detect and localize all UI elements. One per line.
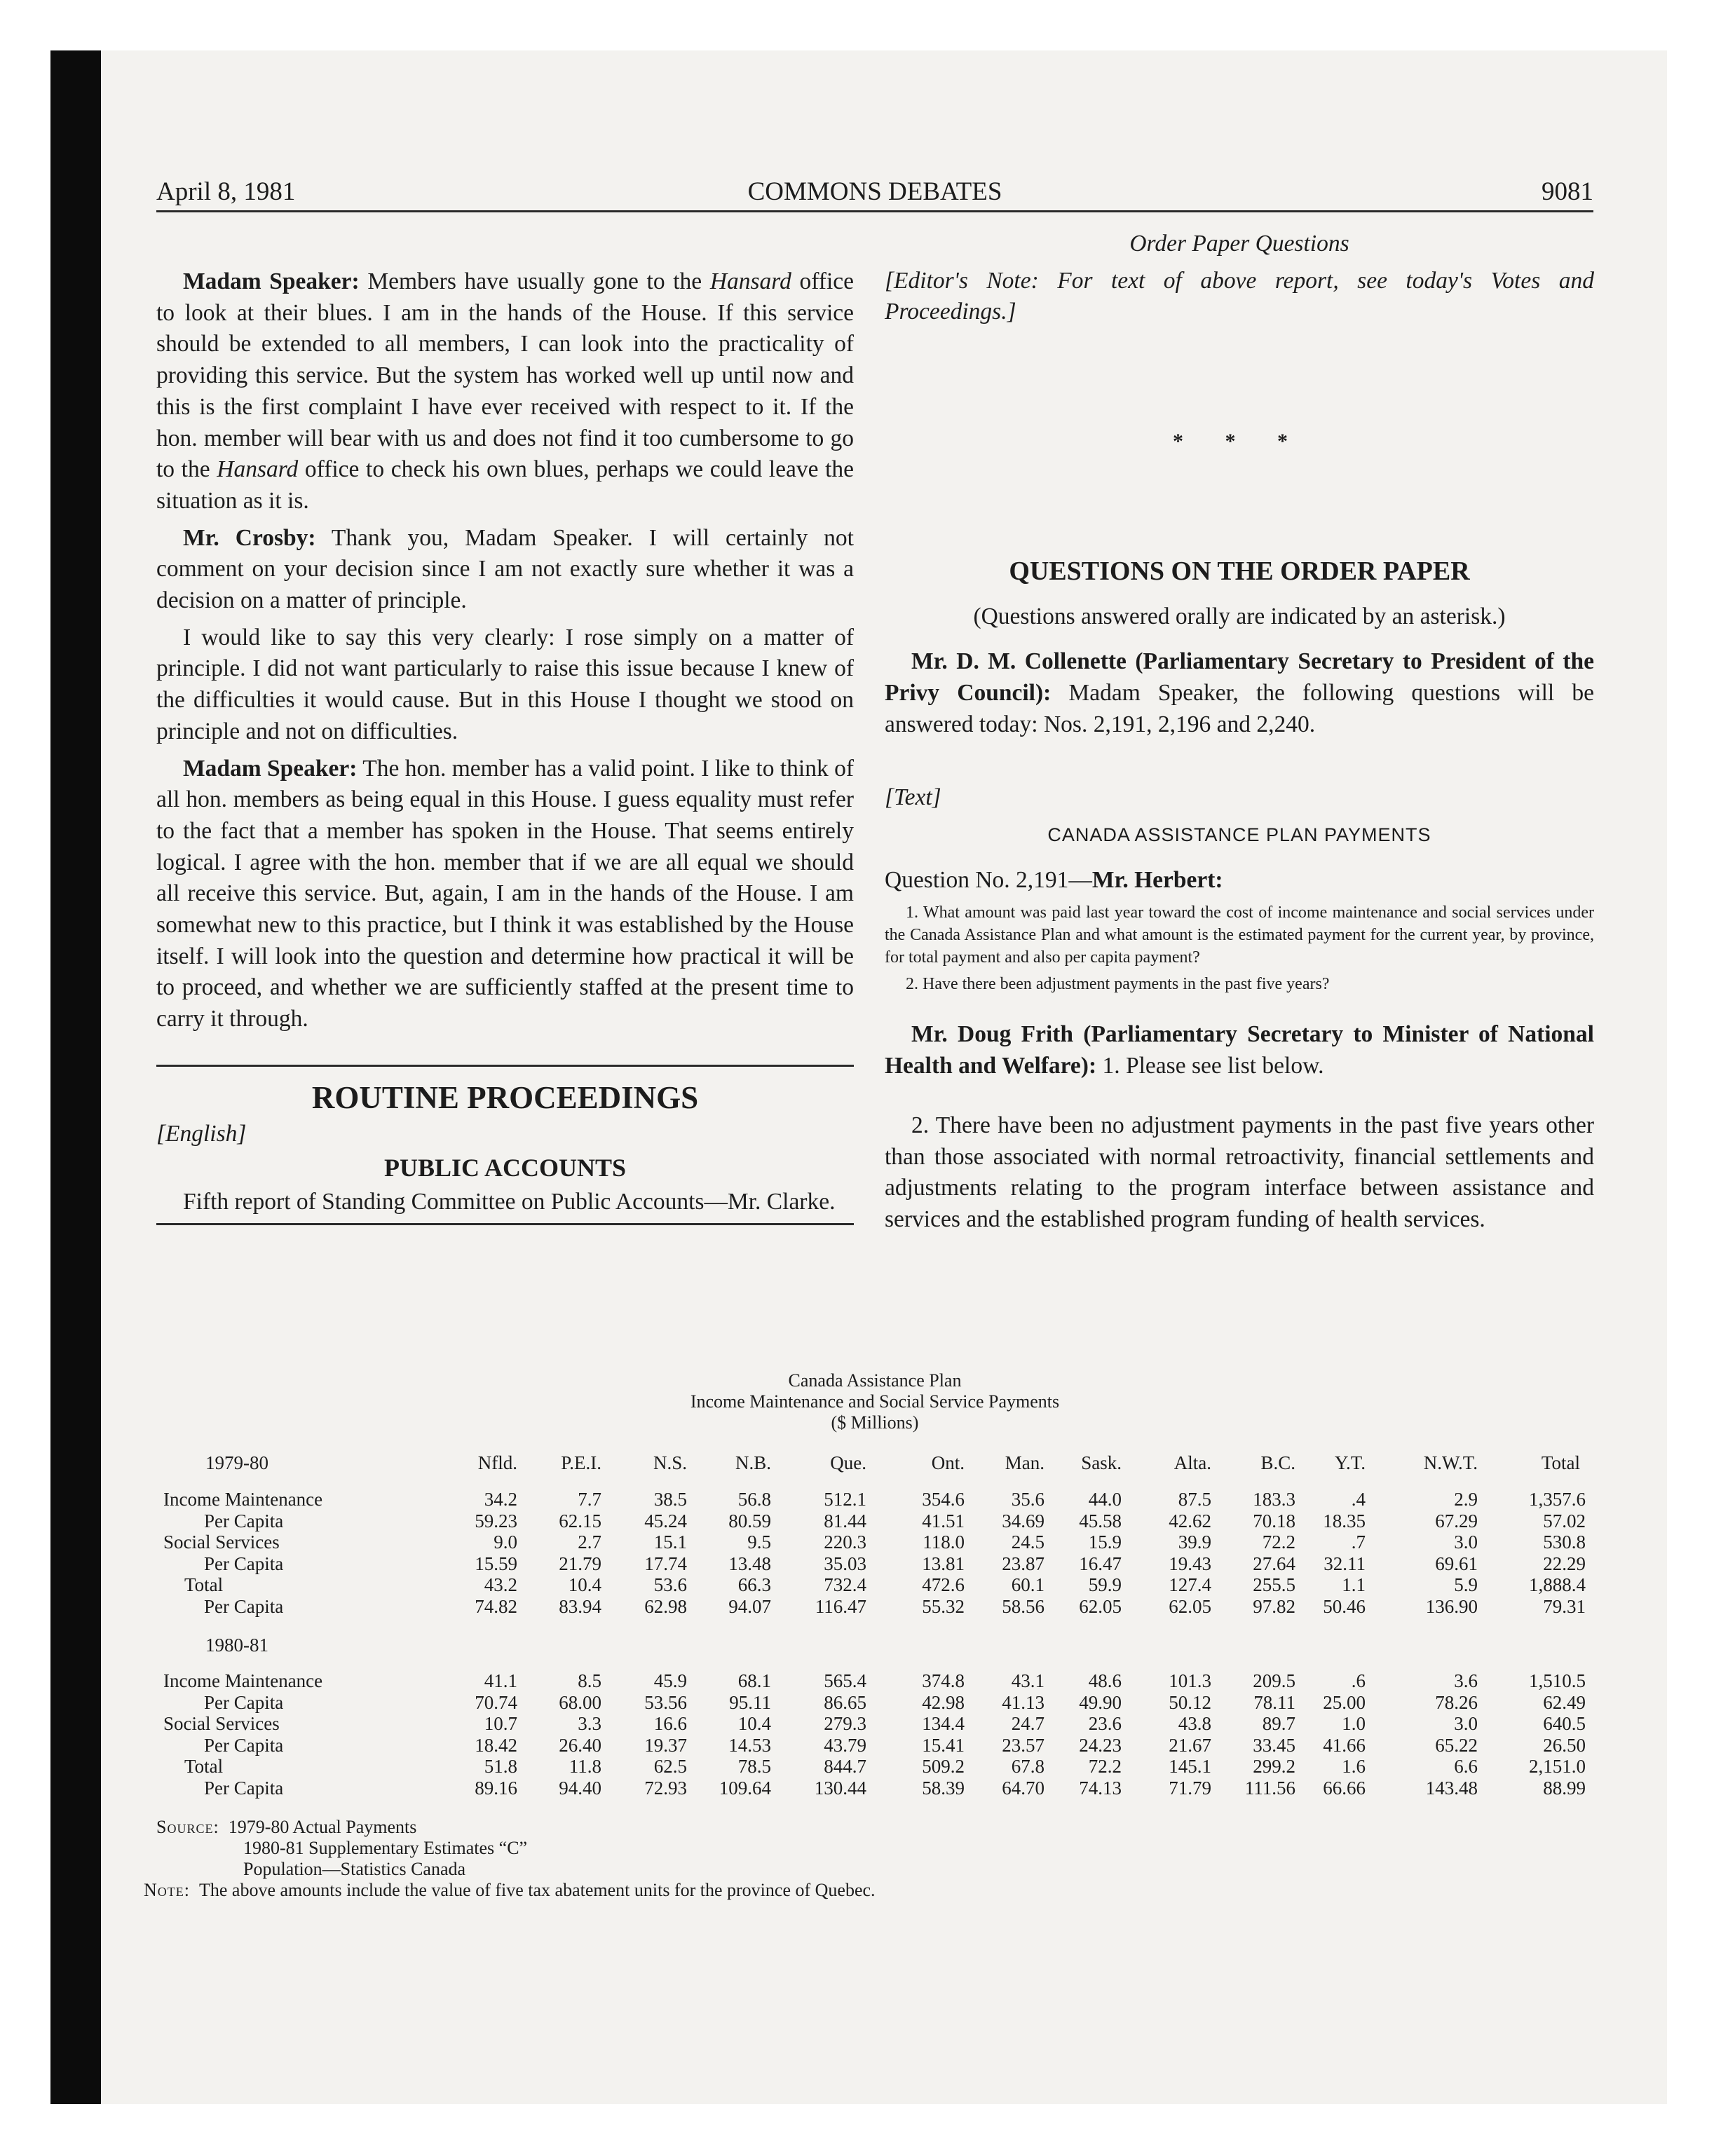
table-cell: 183.3 [1253,1489,1295,1510]
table-cell: 74.13 [1079,1777,1122,1799]
table-cell: 3.0 [1454,1531,1478,1553]
table-cell: 25.00 [1323,1691,1366,1713]
table-cell: 21.67 [1169,1734,1211,1756]
table-cell: 2.9 [1454,1489,1478,1510]
table-cell: 42.98 [922,1691,965,1713]
table-cell: 23.6 [1088,1713,1122,1734]
table-title-line: Income Maintenance and Social Service Payments [690,1391,1060,1412]
asterisk-note: (Questions answered orally are indicated by an asterisk.) [973,603,1506,629]
row-label: Per Capita [204,1595,284,1617]
table-cell: 24.23 [1079,1734,1122,1756]
source-line: 1980-81 Supplementary Estimates “C” [243,1838,528,1858]
column-header: Alta. [1173,1452,1211,1473]
row-label: Per Capita [204,1734,284,1756]
year-heading: 1980-81 [205,1635,268,1656]
note-line: Note: The above amounts include the value of five tax abatement units for the province of Quebec. [144,1880,876,1900]
table-cell: 1.6 [1342,1756,1366,1777]
table-cell: 62.05 [1079,1595,1122,1617]
table-cell: 67.8 [1011,1756,1045,1777]
table-cell: 16.47 [1079,1553,1122,1574]
table-cell: 43.1 [1011,1670,1045,1691]
table-cell: 97.82 [1253,1595,1295,1617]
table-cell: 34.69 [1002,1510,1045,1531]
table-cell: 530.8 [1543,1531,1586,1553]
table-cell: 23.87 [1002,1553,1045,1574]
table-cell: 1,888.4 [1529,1574,1586,1595]
table-cell: 57.02 [1543,1510,1586,1531]
table-cell: 512.1 [824,1489,866,1510]
table-cell: 89.7 [1262,1713,1295,1734]
table-cell: 50.12 [1169,1691,1211,1713]
table-title-line: Canada Assistance Plan [788,1370,962,1391]
table-cell: 26.50 [1543,1734,1586,1756]
column-header: Total [1541,1452,1580,1473]
table-cell: 58.56 [1002,1595,1045,1617]
table-cell: 62.98 [644,1595,687,1617]
table-title-line: ($ Millions) [831,1412,919,1433]
table-cell: 23.57 [1002,1734,1045,1756]
table-cell: 41.51 [922,1510,965,1531]
table-cell: 42.62 [1169,1510,1211,1531]
table-cell: 118.0 [923,1531,965,1553]
table-cell: 15.41 [922,1734,965,1756]
table-cell: 45.24 [644,1510,687,1531]
table-cell: 299.2 [1253,1756,1295,1777]
table-cell: 3.0 [1454,1713,1478,1734]
table-cell: 67.29 [1435,1510,1478,1531]
question-part-1: 1. What amount was paid last year toward the cost of income maintenance and social services under the Canada Assistance Plan and what amount is the estimated payment for the current year, by province, for total payment and also per capita payment? [885,903,1594,967]
table-cell: 111.56 [1244,1777,1295,1799]
column-header: N.W.T. [1423,1452,1478,1473]
table-cell: 34.2 [484,1489,517,1510]
section-stars: * * * [1173,430,1306,453]
table-cell: 86.65 [824,1691,866,1713]
table-cell: 32.11 [1324,1553,1366,1574]
table-cell: 53.6 [653,1574,687,1595]
table-cell: 78.26 [1435,1691,1478,1713]
table-cell: 94.40 [559,1777,601,1799]
table-cell: 62.5 [653,1756,687,1777]
table-cell: 72.93 [644,1777,687,1799]
table-cell: 5.9 [1454,1574,1478,1595]
column-header: N.B. [735,1452,771,1473]
table-cell: 1.0 [1342,1713,1366,1734]
table-cell: 2.7 [578,1531,601,1553]
table-cell: 10.4 [737,1713,771,1734]
table-cell: 15.59 [475,1553,517,1574]
table-cell: 8.5 [578,1670,601,1691]
table-cell: 101.3 [1169,1670,1211,1691]
table-cell: 41.1 [484,1670,517,1691]
table-cell: 22.29 [1543,1553,1586,1574]
table-cell: 89.16 [475,1777,517,1799]
table-cell: 10.7 [484,1713,517,1734]
table-cell: .7 [1351,1531,1366,1553]
cap-payments-heading: CANADA ASSISTANCE PLAN PAYMENTS [1047,824,1431,846]
table-cell: 72.2 [1262,1531,1295,1553]
speech-collenette: Mr. D. M. Collenette (Parliamentary Secretary to President of the Privy Council): Madam Speaker, the following questions will be answered today: Nos. 2,191, 2,196 and 2,240. [885,648,1594,737]
table-cell: 41.66 [1323,1734,1366,1756]
table-cell: 9.0 [494,1531,517,1553]
speech-frith: Mr. Doug Frith (Parliamentary Secretary to Minister of National Health and Welfare): 1. Please see list below. [885,1021,1594,1079]
table-cell: 35.03 [824,1553,866,1574]
answer-part-2: 2. There have been no adjustment payments in the past five years other than those associated with normal retroactivity, financial settlements and adjustments relating to the program interface between assistance and services and the established program funding of health services. [885,1112,1594,1232]
source-line: Population—Statistics Canada [243,1859,466,1879]
table-cell: 9.5 [747,1531,771,1553]
table-cell: 68.00 [559,1691,601,1713]
row-label: Total [184,1756,224,1777]
public-accounts-heading: PUBLIC ACCOUNTS [383,1153,627,1182]
table-cell: 1,510.5 [1529,1670,1586,1691]
table-cell: 60.1 [1011,1574,1045,1595]
column-header: Nfld. [477,1452,517,1473]
table-cell: 70.18 [1253,1510,1295,1531]
column-header: Sask. [1081,1452,1122,1473]
header-page-number: 9081 [1542,177,1593,206]
table-cell: 11.8 [569,1756,601,1777]
table-cell: 255.5 [1253,1574,1295,1595]
table-cell: 1,357.6 [1529,1489,1586,1510]
speech-mr-crosby: Mr. Crosby: Thank you, Madam Speaker. I will certainly not comment on your decision since I am not exactly sure whether it was a decision on a matter of principle. [156,524,854,614]
table-cell: 13.81 [922,1553,965,1574]
english-tag: [English] [156,1120,247,1147]
table-cell: 39.9 [1178,1531,1211,1553]
table-cell: 66.66 [1323,1777,1366,1799]
question-part-2: 2. Have there been adjustment payments in the past five years? [906,975,1330,994]
table-cell: 43.8 [1178,1713,1211,1734]
table-cell: 70.74 [475,1691,517,1713]
table-cell: 43.79 [824,1734,866,1756]
row-label: Social Services [163,1713,280,1734]
editors-note: [Editor's Note: For text of above report, see today's Votes and Proceedings.] [885,267,1594,325]
table-cell: 79.31 [1543,1595,1586,1617]
table-cell: 38.5 [653,1489,687,1510]
table-cell: 19.37 [644,1734,687,1756]
speech-madam-speaker-1: Madam Speaker: Members have usually gone to the Hansard office to look at their blues. I am in the hands of the House. If this service should be extended to all members, I can look into the practicality of providing this service. But the system has worked well up until now and this is the first complaint I have ever received with respect to it. If the hon. member will bear with us and does not find it too cumbersome to go to the Hansard office to check his own blues, perhaps we could leave the situation as it is. [156,268,854,514]
table-cell: 130.44 [814,1777,866,1799]
table-cell: 24.7 [1011,1713,1045,1734]
table-cell: 7.7 [578,1489,601,1510]
table-cell: 74.82 [475,1595,517,1617]
row-label: Per Capita [204,1777,284,1799]
column-header: N.S. [653,1452,687,1473]
table-cell: 56.8 [737,1489,771,1510]
row-label: Per Capita [204,1691,284,1713]
table-cell: 81.44 [824,1510,866,1531]
table-cell: 58.39 [922,1777,965,1799]
table-cell: 472.6 [922,1574,965,1595]
table-cell: 45.9 [653,1670,687,1691]
table-cell: 18.35 [1323,1510,1366,1531]
table-cell: 94.07 [728,1595,771,1617]
table-cell: 65.22 [1435,1734,1478,1756]
table-cell: 143.48 [1425,1777,1478,1799]
table-cell: 136.90 [1425,1595,1478,1617]
table-cell: 87.5 [1178,1489,1211,1510]
table-cell: .6 [1351,1670,1366,1691]
table-cell: 15.9 [1088,1531,1122,1553]
table-cell: 21.79 [559,1553,601,1574]
table-cell: 88.99 [1543,1777,1586,1799]
table-cell: 59.9 [1088,1574,1122,1595]
table-cell: 62.49 [1543,1691,1586,1713]
table-cell: 44.0 [1088,1489,1122,1510]
questions-heading: QUESTIONS ON THE ORDER PAPER [1009,556,1470,586]
table-cell: 55.32 [922,1595,965,1617]
routine-proceedings-heading: ROUTINE PROCEEDINGS [311,1079,699,1115]
table-cell: 71.79 [1169,1777,1211,1799]
table-cell: 16.6 [653,1713,687,1734]
table-cell: 33.45 [1253,1734,1295,1756]
table-cell: 50.46 [1323,1595,1366,1617]
table-cell: 640.5 [1543,1713,1586,1734]
table-cell: 17.74 [644,1553,687,1574]
question-2191-heading: Question No. 2,191—Mr. Herbert: [885,866,1223,893]
table-cell: 3.6 [1454,1670,1478,1691]
table-cell: 109.64 [719,1777,771,1799]
row-label: Per Capita [204,1510,284,1531]
table-cell: 64.70 [1002,1777,1045,1799]
row-label: Income Maintenance [163,1489,323,1510]
table-cell: 10.4 [568,1574,601,1595]
table-cell: 565.4 [824,1670,866,1691]
table-cell: 844.7 [824,1756,866,1777]
table-cell: 1.1 [1342,1574,1366,1595]
column-header: Y.T. [1334,1452,1366,1473]
table-cell: 72.2 [1088,1756,1122,1777]
table-cell: 2,151.0 [1529,1756,1586,1777]
speech-madam-speaker-2: Madam Speaker: The hon. member has a valid point. I like to think of all hon. members as being equal in this House. I guess equality must refer to the fact that a member has spoken in the House. That seems entirely logical. I agree with the hon. member that if we are all equal we should all receive this service. But, again, I am in the hands of the House. I am somewhat new to this practice, but I think it was established by the House itself. I will look into the question and determine how practical it will be to proceed, and whether we are sufficiently staffed at the present time to carry it through. [156,755,855,1032]
row-label: Per Capita [204,1553,284,1574]
table-cell: 68.1 [737,1670,771,1691]
table-cell: 6.6 [1454,1756,1478,1777]
table-cell: 145.1 [1169,1756,1211,1777]
table-cell: 116.47 [815,1595,866,1617]
table-cell: 27.64 [1253,1553,1295,1574]
column-header: Ont. [931,1452,965,1473]
table-cell: 78.11 [1253,1691,1295,1713]
table-cell: 49.90 [1079,1691,1122,1713]
row-label: Income Maintenance [163,1670,323,1691]
table-cell: 374.8 [922,1670,965,1691]
table-cell: 15.1 [653,1531,687,1553]
table-cell: 354.6 [922,1489,965,1510]
table-cell: 69.61 [1435,1553,1478,1574]
column-header: B.C. [1260,1452,1295,1473]
table-cell: 209.5 [1253,1670,1295,1691]
table-cell: 13.48 [728,1553,771,1574]
row-label: Total [184,1574,224,1595]
table-cell: 35.6 [1011,1489,1045,1510]
table-cell: 62.15 [559,1510,601,1531]
fifth-report: Fifth report of Standing Committee on Public Accounts—Mr. Clarke. [183,1188,836,1215]
table-cell: 509.2 [922,1756,965,1777]
table-cell: 80.59 [728,1510,771,1531]
table-cell: 95.11 [729,1691,771,1713]
table-cell: 83.94 [559,1595,601,1617]
speech-crosby-continued: I would like to say this very clearly: I rose simply on a matter of principle. I did not want particularly to raise this issue because I knew of the difficulties it would cause. But in this House I thought we stood on principle and not on difficulties. [156,624,854,744]
table-cell: 24.5 [1011,1531,1045,1553]
table-cell: 41.13 [1002,1691,1045,1713]
table-cell: 127.4 [1169,1574,1211,1595]
table-cell: 53.56 [644,1691,687,1713]
table-cell: 19.43 [1169,1553,1211,1574]
table-cell: 43.2 [484,1574,517,1595]
table-cell: 59.23 [475,1510,517,1531]
text-tag: [Text] [885,784,941,811]
table-cell: 26.40 [559,1734,601,1756]
row-label: Social Services [163,1531,280,1553]
table-cell: 18.42 [475,1734,517,1756]
table-cell: .4 [1351,1489,1366,1510]
header-date: April 8, 1981 [156,177,296,206]
table-cell: 62.05 [1169,1595,1211,1617]
table-cell: 78.5 [737,1756,771,1777]
table-cell: 14.53 [728,1734,771,1756]
column-header: Man. [1005,1452,1045,1473]
table-cell: 51.8 [484,1756,517,1777]
table-cell: 45.58 [1079,1510,1122,1531]
header-title: COMMONS DEBATES [747,177,1002,206]
table-cell: 220.3 [824,1531,866,1553]
column-header: P.E.I. [561,1452,601,1473]
column-header: Que. [830,1452,866,1473]
table-cell: 279.3 [824,1713,866,1734]
table-cell: 732.4 [824,1574,866,1595]
table-cell: 3.3 [578,1713,601,1734]
year-heading: 1979-80 [205,1452,268,1473]
source-line: Source: 1979-80 Actual Payments [156,1817,417,1837]
order-paper-heading: Order Paper Questions [1129,231,1349,257]
table-notes [144,1817,876,1901]
table-cell: 134.4 [922,1713,965,1734]
table-cell: 66.3 [737,1574,771,1595]
table-cell: 48.6 [1088,1670,1122,1691]
